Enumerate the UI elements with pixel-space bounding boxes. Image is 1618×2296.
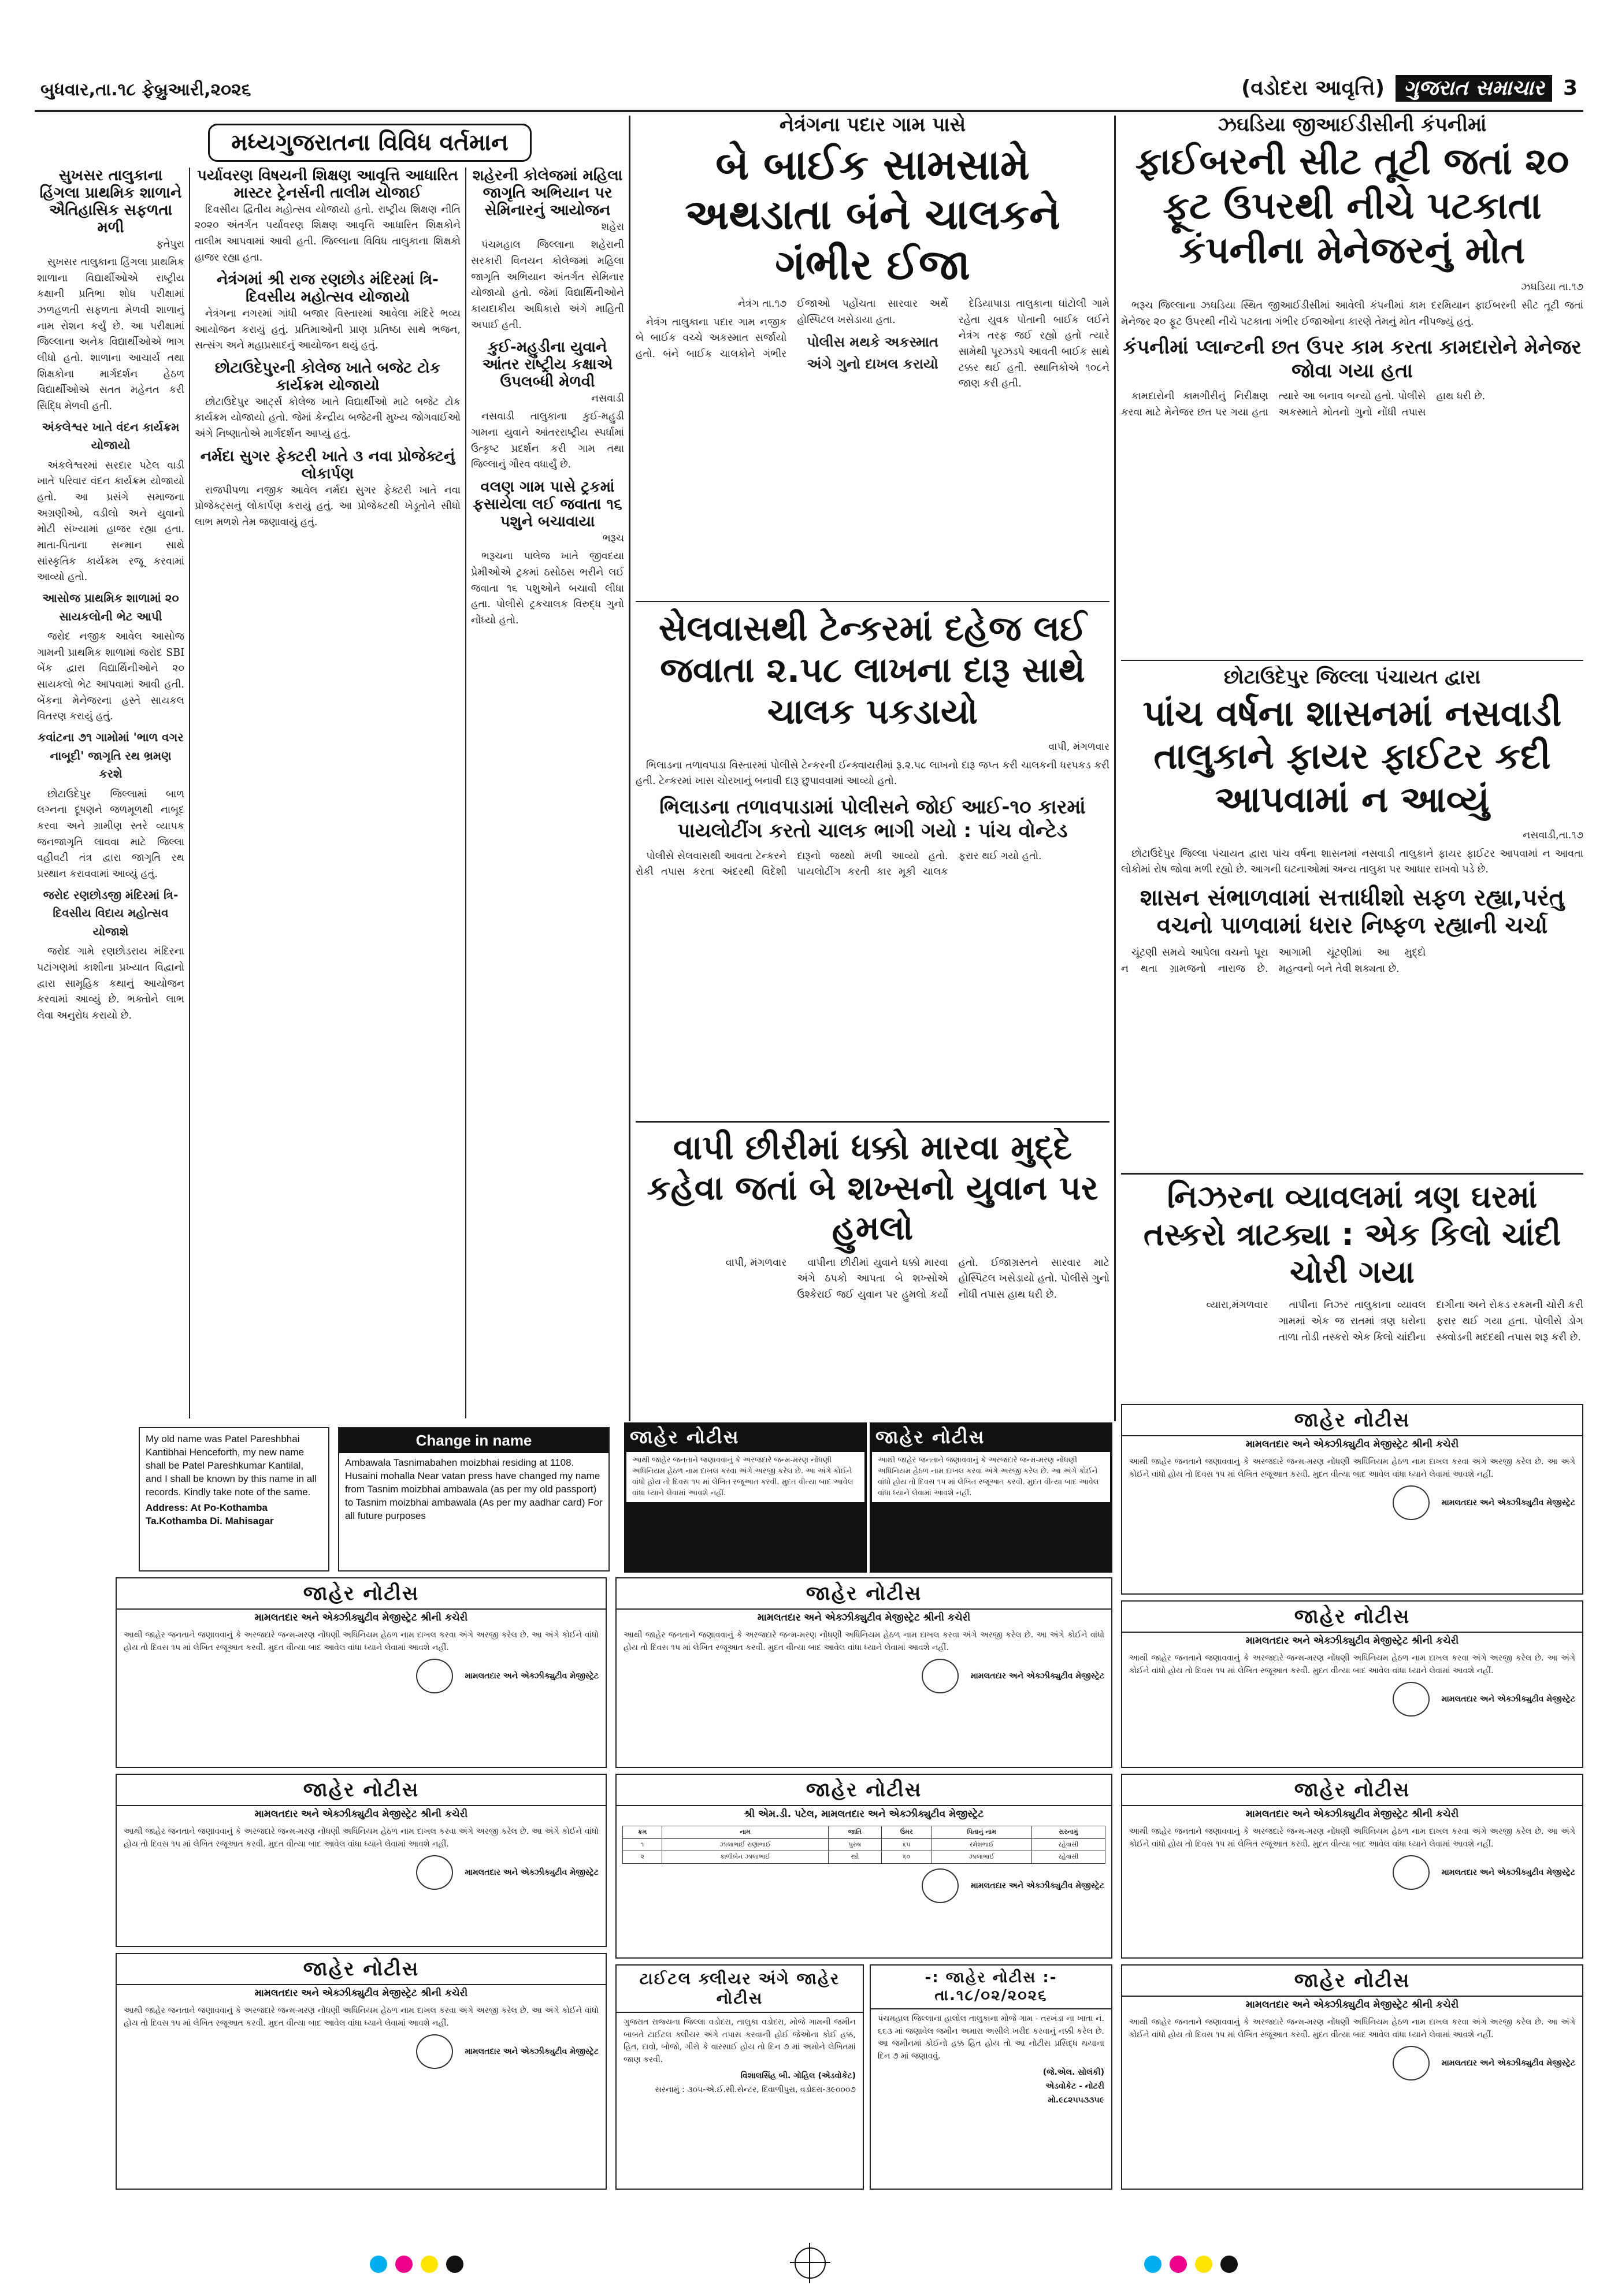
article-theft (1121, 1179, 1583, 1398)
table-header: પિતાનું નામ (932, 1826, 1031, 1839)
name-change-address: Address: At Po-Kothamba Ta.Kothamba Di. Mahisagar (146, 1502, 274, 1526)
public-notice (1121, 1600, 1583, 1768)
notice-title: જાહેર નોટીસ (1122, 1966, 1582, 1997)
land-notice (870, 1964, 1112, 2190)
article-text: કામદારોની કામગીરીનું નિરીક્ષણ કરવા માટે મેનેજર છત પર ગયા હતા ત્યારે આ બનાવ બન્યો હતો. પોલીસે અકસ્માતે મોતનો ગુનો નોંધી તપાસ હાથ ધરી છે. (1121, 390, 1486, 418)
table-cell: ૨ (623, 1851, 662, 1864)
article-headline: સેલવાસથી ટેન્કરમાં દહેજ લઈ જવાતા ૨.૫૮ લાખના દારૂ સાથે ચાલક પકડાયો (658, 608, 1087, 732)
article-headline: વાપી છીરીમાં ધક્કો મારવા મુદ્દે કહેવા જતાં બે શખ્સનો યુવાન પર હુમલો (647, 1128, 1099, 1248)
article-text: નેત્રંગ તાલુકાના પદાર ગામ નજીક બે બાઈક વચ્ચે અકસ્માત સર્જાયો હતો. બંને બાઈક ચાલકોને ગંભીર ઈજાઓ પહોંચતા સારવાર અર્થે હોસ્પિટલ ખસેડાયા હતા. (636, 298, 948, 361)
article-subhead: કંપનીમાં પ્લાન્ટની છત ઉપર કામ કરતા કામદારોને મેનેજર જોવા ગયા હતા (1123, 336, 1582, 383)
article-factory-death (1121, 113, 1583, 656)
notice-court: મામલતદાર અને એક્ઝીક્યુટીવ મેજીસ્ટ્રેટ શ્રીની કચેરી (1245, 1635, 1459, 1647)
masthead-rule (35, 110, 1583, 112)
notice-body: આથી જાહેર જનતાને જણાવવાનું કે અરજદારે જન્મ-મરણ નોંધણી અધિનિયમ હેઠળ નામ દાખલ કરવા અંગે અરજી કરેલ છે. આ અંગે કોઈને વાંધો હોય તો દિવસ ૧૫ માં લેખિત રજૂઆત કરવી. મુદત વીત્યા બાદ આવેલ વાંધા ધ્યાને લેવામાં આવશે નહીં. (1129, 2018, 1575, 2039)
table-cell: ૬૫ (881, 1838, 932, 1851)
article-text: સુખસર તાલુકાના હિંગલા પ્રાથમિક શાળાના વિદ્યાર્થીઓએ રાષ્ટ્રીય કક્ષાની પ્રતિભા શોધ પરીક્ષામાં ઝળહળતી સફળતા મેળવી શાળાનું નામ રોશન કર્યું છે. આ પરીક્ષામાં જિલ્લાના અનેક વિદ્યાર્થીઓએ ભાગ લીધો હતો. શાળાના આચાર્ય તથા શિક્ષકોના માર્ગદર્શન હેઠળ વિદ્યાર્થીઓએ સતત મહેનત કરી સિદ્ધિ મેળવી હતી. (37, 257, 184, 412)
notice-court: મામલતદાર અને એક્ઝીક્યુટીવ મેજીસ્ટ્રેટ શ્રીની કચેરી (1245, 1439, 1459, 1450)
article-text: ભરૂચ જિલ્લાના ઝઘડિયા સ્થિત જીઆઈડીસીમાં આવેલી કંપનીમાં કામ દરમિયાન ફાઈબરની સીટ તૂટી જતાં મેનેજર ૨૦ ફૂટ ઉપરથી નીચે પટકાતા ગંભીર ઈજાઓના કારણે તેમનું મોત નીપજ્યું હતું. (1121, 300, 1583, 328)
table-header: ઉંમર (881, 1826, 932, 1839)
court-seal-icon (416, 1659, 453, 1693)
name-change-notice (139, 1427, 329, 1571)
article-headline: બે બાઈક સામસામે અથડાતા બંને ચાલકને ગંભીર ઈજા (685, 140, 1060, 289)
article-text: રાજપીપળા નજીક આવેલ નર્મદા સુગર ફેક્ટરી ખાતે નવા પ્રોજેક્ટ્સનું લોકાર્પણ કરાયું હતું. આ પ્રોજેક્ટથી ખેડૂતોને સીધો લાભ મળશે તેમ જણાવાયું હતું. (195, 484, 461, 528)
notice-title: ટાઈટલ ક્લીયર અંગે જાહેર નોટીસ (617, 1966, 863, 2013)
public-notice (1121, 1774, 1583, 1959)
color-registration-right (1144, 2256, 1238, 2273)
article-text: ચૂંટણી સમયે આપેલા વચનો પૂરા ન થતા ગ્રામજનો નારાજ છે. આગામી ચૂંટણીમાં આ મુદ્દો મહત્વનો બને તેવી શક્યતા છે. (1121, 947, 1426, 975)
section-title: મધ્યગુજરાતના વિવિધ વર્તમાન (208, 124, 532, 162)
article-text: છોટાઉદેપુર જિલ્લા પંચાયત દ્વારા પાંચ વર્ષના શાસનમાં નસવાડી તાલુકાને ફાયર ફાઈટર આપવામાં ન આવતા લોકોમાં રોષ જોવા મળી રહ્યો છે. આગની ઘટનાઓમાં અન્ય તાલુકા પર આધાર રાખવો પડે છે. (1121, 848, 1583, 876)
court-seal-icon (922, 1868, 959, 1903)
column-rule (629, 116, 630, 1421)
article-text: છોટાઉદેપુર આર્ટ્સ કોલેજ ખાતે વિદ્યાર્થીઓ માટે બજેટ ટોક કાર્યક્રમ યોજાયો હતો. જેમાં કેન્દ્રીય બજેટની મુખ્ય જોગવાઈઓ અંગે નિષ્ણાતોએ માર્ગદર્શન આપ્યું હતું. (195, 396, 461, 440)
article-text: ભિલાડના તળાવપાડા વિસ્તારમાં પોલીસે ટેન્કરની ઈન્ક્વાયરીમાં રૂ.૨.૫૮ લાખનો દારૂ જપ્ત કરી ચાલકની ધરપકડ કરી હતી. ટેન્કરમાં ખાસ ચોરખાનું બનાવી દારૂ છુપાવવામાં આવ્યો હતો. (636, 759, 1109, 787)
notice-date: તા.૧૮/૦૨/૨૦૨૬ (934, 1987, 1048, 2004)
notice-title: જાહેર નોટીસ (875, 1426, 985, 1448)
table-header: જાતિ (829, 1826, 882, 1839)
notice-body: આથી જાહેર જનતાને જણાવવાનું કે અરજદારે જન્મ-મરણ નોંધણી અધિનિયમ હેઠળ નામ દાખલ કરવા અંગે અરજી કરેલ છે. આ અંગે કોઈને વાંધો હોય તો દિવસ ૧૫ માં લેખિત રજૂઆત કરવી. મુદત વીત્યા બાદ આવેલ વાંધા ધ્યાને લેવામાં આવશે નહીં. (124, 1827, 599, 1849)
column-rule (465, 168, 466, 1418)
name-change-title: Change in name (339, 1428, 608, 1453)
public-notice (116, 1953, 607, 2190)
yellow-dot-icon (421, 2256, 438, 2273)
court-seal-icon (416, 1855, 453, 1890)
public-notice (615, 1774, 1112, 1959)
article-text: જરોદ નજીક આવેલ આસોજ ગામની પ્રાથમિક શાળામાં જરોદ SBI બેંક દ્વારા વિદ્યાર્થિનીઓને ૨૦ સાયકલો ભેટ આપવામાં આવી હતી. બેંકના મેનેજરના હસ્તે સાયકલ વિતરણ કરાયું હતું. (37, 631, 184, 723)
court-seal-icon (1393, 1682, 1430, 1717)
article-headline: નેત્રંગમાં શ્રી રાજ રણછોડ મંદિરમાં ત્રિ-દિવસીય મહોત્સવ યોજાયો (217, 271, 439, 306)
black-dot-icon (1220, 2256, 1238, 2273)
article-headline: પાંચ વર્ષના શાસનમાં નસવાડી તાલુકાને ફાયર ફાઈટર કદી આપવામાં ન આવ્યું (1142, 692, 1562, 820)
magenta-dot-icon (395, 2256, 413, 2273)
article-subhead: આસોજ પ્રાથમિક શાળામાં ૨૦ સાયકલોની ભેટ આપી (42, 590, 179, 623)
article-text: દેડિયાપાડા તાલુકાના ઘાંટોલી ગામે રહેતા યુવક પોતાની બાઈક લઈને નેત્રંગ તરફ જઈ રહ્યો હતો ત્યારે સામેથી પૂરઝડપે આવતી બાઈક સાથે ટક્કર થઈ હતી. સ્થાનિકોએ ૧૦૮ને જાણ કરી હતી. (958, 298, 1109, 390)
article-kicker: છોટાઉદેપુર જિલ્લા પંચાયત દ્વારા (1223, 666, 1481, 689)
article-kicker: ઝઘડિયા જીઆઈડીસીની કંપનીમાં (1218, 113, 1487, 136)
dateline: વાપી, મંગળવાર (725, 1257, 787, 1269)
table-cell: રમેશભાઈ (932, 1838, 1031, 1851)
notice-body: આથી જાહેર જનતાને જણાવવાનું કે અરજદારે જન્મ-મરણ નોંધણી અધિનિયમ હેઠળ નામ દાખલ કરવા અંગે અરજી કરેલ છે. આ અંગે કોઈને વાંધો હોય તો દિવસ ૧૫ માં લેખિત રજૂઆત કરવી. મુદત વીત્યા બાદ આવેલ વાંધા ધ્યાને લેવામાં આવશે નહીં. (1129, 1457, 1575, 1479)
dateline: નસવાડી,તા.૧૭ (1523, 830, 1583, 842)
dateline: નેત્રંગ તા.૧૭ (738, 298, 787, 310)
table-header: ક્રમ (623, 1826, 662, 1839)
notice-phone: મો.૯૮૨૫૫૩૩૫૯ (1048, 2095, 1104, 2105)
notice-title: જાહેર નોટીસ (617, 1775, 1111, 1806)
notice-court: મામલતદાર અને એક્ઝીક્યુટીવ મેજીસ્ટ્રેટ શ્રીની કચેરી (254, 1612, 468, 1623)
notice-table (622, 1826, 1105, 1864)
color-registration-left (370, 2256, 463, 2273)
notice-body: આથી જાહેર જનતાને જણાવવાનું કે અરજદારે જન્મ-મરણ નોંધણી અધિનિયમ હેઠળ નામ દાખલ કરવા અંગે અરજી કરેલ છે. આ અંગે કોઈને વાંધો હોય તો દિવસ ૧૫ માં લેખિત રજૂઆત કરવી. મુદત વીત્યા બાદ આવેલ વાંધા ધ્યાને લેવામાં આવશે નહીં. (624, 1630, 1104, 1652)
article-subhead: જરોદ રણછોડજી મંદિરમાં ત્રિ-દિવસીય વિદાય મહોત્સવ યોજાશે (43, 887, 179, 938)
notice-signature: મામલતદાર અને એક્ઝીક્યુટીવ મેજીસ્ટ્રેટ (1441, 1868, 1575, 1878)
notice-signature: મામલતદાર અને એક્ઝીક્યુટીવ મેજીસ્ટ્રેટ (465, 1671, 599, 1681)
court-seal-icon (1393, 1855, 1430, 1890)
court-seal-icon (1393, 2046, 1430, 2080)
table-row (623, 1838, 1105, 1851)
table-cell: પુરુષ (829, 1838, 882, 1851)
notice-title: જાહેર નોટીસ (617, 1578, 1111, 1610)
article-headline: સુખસર તાલુકાના હિંગલા પ્રાથમિક શાળાને ઐતિહાસિક સફળતા મળી (39, 168, 182, 236)
notice-body: આથી જાહેર જનતાને જણાવવાનું કે અરજદારે જન્મ-મરણ નોંધણી અધિનિયમ હેઠળ નામ દાખલ કરવા અંગે અરજી કરેલ છે. આ અંગે કોઈને વાંધો હોય તો દિવસ ૧૫ માં લેખિત રજૂઆત કરવી. મુદત વીત્યા બાદ આવેલ વાંધા ધ્યાને લેવામાં આવશે નહીં. (124, 1630, 599, 1652)
article-text: તાપીના નિઝર તાલુકાના વ્યાવલ ગામમાં એક જ રાતમાં ત્રણ ઘરોના તાળા તોડી તસ્કરો એક કિલો ચાંદીના દાગીના અને રોકડ રકમની ચોરી કરી ફરાર થઈ ગયા હતા. પોલીસે ડોગ સ્ક્વોડની મદદથી તપાસ શરૂ કરી છે. (1278, 1299, 1583, 1343)
table-cell: ૧ (623, 1838, 662, 1851)
left-column-1 (37, 168, 184, 1418)
notice-body: આથી જાહેર જનતાને જણાવવાનું કે અરજદારે જન્મ-મરણ નોંધણી અધિનિયમ હેઠળ નામ દાખલ કરવા અંગે અરજી કરેલ છે. આ અંગે કોઈને વાંધો હોય તો દિવસ ૧૫ માં લેખિત રજૂઆત કરવી. મુદત વીત્યા બાદ આવેલ વાંધા ધ્યાને લેવામાં આવશે નહીં. (626, 1452, 864, 1502)
name-change-notice (338, 1427, 610, 1571)
black-dot-icon (446, 2256, 463, 2273)
public-notice (1121, 1404, 1583, 1595)
court-seal-icon (922, 1659, 959, 1693)
court-seal-icon (416, 2034, 453, 2069)
article-headline: વલણ ગામ પાસે ટ્રકમાં ફસાયેલા લઈ જવાતા ૧૬ પશુને બચાવાયા (473, 478, 622, 530)
article-text: જરોદ ગામે રણછોડરાય મંદિરના પટાંગણમાં કાશીના પ્રખ્યાત વિદ્વાનો દ્વારા સામૂહિક કથાનું આયોજન કરવામાં આવ્યું છે. ભક્તોને લાભ લેવા અનુરોધ કરાયો છે. (37, 946, 184, 1021)
notice-title: જાહેર નોટીસ (117, 1578, 606, 1610)
notice-signature: મામલતદાર અને એક્ઝીક્યુટીવ મેજીસ્ટ્રેટ (465, 2047, 599, 2057)
article-assault (636, 1128, 1109, 1417)
page-date: બુધવાર,તા.૧૮ ફેબ્રુઆરી,૨૦૨૬ (40, 80, 251, 100)
notice-court: મામલતદાર અને એક્ઝીક્યુટીવ મેજીસ્ટ્રેટ શ્રીની કચેરી (254, 1808, 468, 1820)
notice-signature: મામલતદાર અને એક્ઝીક્યુટીવ મેજીસ્ટ્રેટ (970, 1671, 1104, 1681)
article-headline: છોટાઉદેપુરની કોલેજ ખાતે બજેટ ટોક કાર્યક્રમ યોજાયો (214, 359, 441, 394)
notice-title: જાહેર નોટીસ (1122, 1775, 1582, 1806)
article-fire-fighter (1121, 666, 1583, 1168)
left-column-3 (471, 168, 624, 1418)
dateline: ફતેપુરા (156, 238, 184, 250)
table-cell: સ્ત્રી (829, 1851, 882, 1864)
notice-signature: મામલતદાર અને એક્ઝીક્યુટીવ મેજીસ્ટ્રેટ (1441, 1498, 1575, 1508)
column-rule (189, 168, 190, 1418)
section-rule (1121, 660, 1583, 661)
dateline: ઝઘડિયા તા.૧૭ (1520, 281, 1583, 293)
notice-body: પંચમહાલ જિલ્લાના હાલોલ તાલુકાના મોજે ગામ - તરખંડા ના ખાતા નં. ૬૬૩ માં જણાવેલ જમીન અમારા અસીલે ખરીદ કરવાનું નક્કી કરેલ છે. આ જમીનમાં કોઈનો હક્ક હિત હોય તો આ નોટીસ પ્રસિદ્ધ થયાના દિન ૭ માં જણાવવું. (878, 2014, 1104, 2061)
column-rule (1114, 116, 1116, 1421)
public-notice (615, 1577, 1112, 1768)
notice-court: મામલતદાર અને એક્ઝીક્યુટીવ મેજીસ્ટ્રેટ શ્રીની કચેરી (254, 1987, 468, 1999)
cyan-dot-icon (1144, 2256, 1161, 2273)
notice-title: જાહેર નોટીસ (117, 1775, 606, 1806)
table-cell: ૬૦ (881, 1851, 932, 1864)
masthead (1241, 75, 1578, 102)
article-liquor-seizure (636, 608, 1109, 1116)
dateline: નસવાડી (591, 392, 624, 404)
notice-signature: મામલતદાર અને એક્ઝીક્યુટીવ મેજીસ્ટ્રેટ (970, 1881, 1104, 1890)
dateline: વાપી, મંગળવાર (1048, 741, 1109, 753)
table-row (623, 1851, 1105, 1864)
article-headline: નર્મદા સુગર ફેક્ટરી ખાતે ૩ નવા પ્રોજેક્ટનું લોકાર્પણ (200, 447, 455, 482)
article-subhead: શાસન સંભાળવામાં સત્તાધીશો સફળ રહ્યા,પરંતુ વચનો પાળવામાં ધરાર નિષ્ફળ રહ્યાની ચર્ચા (1140, 885, 1565, 939)
article-text: નેત્રંગના નગરમાં ગાંધી બજાર વિસ્તારમાં આવેલા મંદિરે ભવ્ય આયોજન કરાયું હતું. પ્રતિમાઓની પ્રાણ પ્રતિષ્ઠા સાથે ભજન, સત્સંગ અને મહાપ્રસાદનું આયોજન થયું હતું. (195, 308, 461, 352)
dateline: વ્યારા,મંગળવાર (1206, 1299, 1268, 1312)
article-headline: પર્યાવરણ વિષયની શિક્ષણ આવૃત્તિ આધારિત માસ્ટર ટ્રેનર્સની તાલીમ યોજાઈ (197, 168, 458, 202)
notice-court: મામલતદાર અને એક્ઝીક્યુટીવ મેજીસ્ટ્રેટ શ્રીની કચેરી (1245, 1999, 1459, 2011)
section-rule (636, 601, 1109, 602)
dateline: ભરૂચ (602, 532, 624, 544)
dateline: શહેરા (601, 221, 624, 233)
notice-signature-title: એડવોકેટ - નોટરી (1045, 2081, 1104, 2091)
notice-body: આથી જાહેર જનતાને જણાવવાનું કે અરજદારે જન્મ-મરણ નોંધણી અધિનિયમ હેઠળ નામ દાખલ કરવા અંગે અરજી કરેલ છે. આ અંગે કોઈને વાંધો હોય તો દિવસ ૧૫ માં લેખિત રજૂઆત કરવી. મુદત વીત્યા બાદ આવેલ વાંધા ધ્યાને લેવામાં આવશે નહીં. (872, 1452, 1110, 1502)
notice-signature: (જે.એલ. સોલંકી) (1042, 2067, 1104, 2077)
newspaper-logo: ગુજરાત સમાચાર (1396, 75, 1553, 102)
public-notice (116, 1774, 607, 1947)
article-text: પોલીસે સેલવાસથી આવતા ટેન્કરને રોકી તપાસ કરતા અંદરથી વિદેશી દારૂનો જથ્થો મળી આવ્યો હતો. પાયલોટીંગ કરતી કાર મૂકી ચાલક ફરાર થઈ ગયો હતો. (636, 850, 1042, 878)
name-change-text: My old name was Patel Pareshbhai Kantibhai Henceforth, my new name shall be Patel Pareshkumar Kantilal, and I shall be known by this name in all records. Kindly take note of the same. (146, 1433, 317, 1498)
table-header: સરનામું (1031, 1826, 1105, 1839)
article-text: નસવાડી તાલુકાના કુઈ-મહુડી ગામના યુવાને આંતરરાષ્ટ્રીય સ્પર્ધામાં ઉત્કૃષ્ટ પ્રદર્શન કરી ગામ તથા જિલ્લાનું ગૌરવ વધાર્યું છે. (471, 411, 624, 471)
public-notice (1121, 1964, 1583, 2190)
notice-court: મામલતદાર અને એક્ઝીક્યુટીવ મેજીસ્ટ્રેટ શ્રીની કચેરી (757, 1612, 971, 1623)
page-number: 3 (1563, 76, 1578, 100)
article-text: છોટાઉદેપુર જિલ્લામાં બાળ લગ્નના દૂષણને જળમૂળથી નાબૂદ કરવા અને ગ્રામીણ સ્તરે વ્યાપક જનજાગૃતિ લાવવા માટે જિલ્લા વહીવટી તંત્ર દ્વારા જાગૃતિ રથ પ્રસ્થાન કરાવવામાં આવ્યું હતું. (37, 788, 184, 880)
notice-title: જાહેર નોટીસ (630, 1426, 740, 1448)
section-rule (636, 1121, 1109, 1123)
article-headline: ફાઈબરની સીટ તૂટી જતાં ૨૦ ફૂટ ઉપરથી નીચે પટકાતા કંપનીના મેનેજરનું મોત (1135, 140, 1569, 272)
public-notice-dark (870, 1422, 1112, 1573)
registration-mark-icon (795, 2247, 826, 2279)
table-cell: ઝાલાભાઈ (932, 1851, 1031, 1864)
notice-title: જાહેર નોટીસ (1122, 1602, 1582, 1633)
article-headline: કુઈ-મહુડીના યુવાને આંતર રાષ્ટ્રીય કક્ષાએ ઉપલબ્ધી મેળવી (482, 339, 613, 391)
cyan-dot-icon (370, 2256, 387, 2273)
public-notice (116, 1577, 607, 1768)
table-cell: કાળીબેન ઝાલાભાઈ (662, 1851, 829, 1864)
article-subhead: પોલીસ મથકે અકસ્માત અંગે ગુનો દાખલ કરાયો (807, 334, 938, 373)
article-text: વાપીના છીરીમાં યુવાને ધક્કો મારવા અંગે ઠપકો આપતા બે શખ્સોએ ઉશ્કેરાઈ જઈ યુવાન પર હુમલો કર્યો હતો. ઈજાગ્રસ્તને સારવાર માટે હોસ્પિટલ ખસેડાયો હતો. પોલીસે ગુનો નોંધી તપાસ હાથ ધરી છે. (797, 1257, 1109, 1301)
notice-body: આથી જાહેર જનતાને જણાવવાનું કે અરજદારે જન્મ-મરણ નોંધણી અધિનિયમ હેઠળ નામ દાખલ કરવા અંગે અરજી કરેલ છે. આ અંગે કોઈને વાંધો હોય તો દિવસ ૧૫ માં લેખિત રજૂઆત કરવી. મુદત વીત્યા બાદ આવેલ વાંધા ધ્યાને લેવામાં આવશે નહીં. (1129, 1827, 1575, 1849)
notice-court: શ્રી એમ.ડી. પટેલ, મામલતદાર અને એક્ઝીક્યુટીવ મેજીસ્ટ્રેટ (744, 1808, 984, 1820)
yellow-dot-icon (1195, 2256, 1212, 2273)
article-headline: શહેરની કોલેજમાં મહિલા જાગૃતિ અભિયાન પર સેમિનારનું આયોજન (472, 168, 623, 219)
notice-body: ગુજરાત રાજ્યના જિલ્લા વડોદરા, તાલુકા વડોદરા, મોજે ગામની જમીન બાબતે ટાઈટલ ક્લીયર અંગે તપાસ કરવાની હોઈ જેઓના કોઈ હક્ક, હિત, દાવો, બોજો, ગીરો કે વારસાઈ હોય તો દિન ૭ માં અમોને લેખિતમાં જાણ કરવી. (624, 2018, 856, 2065)
name-change-text: Ambawala Tasnimabahen moizbhai residing at 1108. Husaini mohalla Near vatan press have changed my name from Tasnim moizbhai ambawala (as per my old passport) to Tasnim moizbhai ambawala (As per my aadhar card) For all future purposes (345, 1457, 603, 1521)
notice-signature: મામલતદાર અને એક્ઝીક્યુટીવ મેજીસ્ટ્રેટ (1441, 2059, 1575, 2068)
article-subhead: ભિલાડના તળાવપાડામાં પોલીસને જોઈ આઈ-૧૦ કારમાં પાયલોટીંગ કરતો ચાલક ભાગી ગયો : પાંચ વોન્ટેડ (659, 795, 1086, 842)
section-rule (1121, 1173, 1583, 1175)
notice-signature: વિશાલસિંહ બી. ગોહિલ (એડવોકેટ) (740, 2071, 856, 2080)
article-subhead: કવાંટના ૭૧ ગામોમાં 'ભાળ વગર નાબૂદી' જાગૃતિ રથ ભ્રમણ કરશે (38, 730, 184, 781)
article-headline: નિઝરના વ્યાવલમાં ત્રણ ઘરમાં તસ્કરો ત્રાટક્યા : એક કિલો ચાંદી ચોરી ગયા (1143, 1179, 1561, 1290)
table-header: નામ (662, 1826, 829, 1839)
article-text: અંકલેશ્વરમાં સરદાર પટેલ વાડી ખાતે પરિવાર વંદન કાર્યક્રમ યોજાયો હતો. આ પ્રસંગે સમાજના અગ્રણીઓ, વડીલો અને યુવાનો મોટી સંખ્યામાં હાજર રહ્યા હતા. માતા-પિતાના સન્માન સાથે સાંસ્કૃતિક કાર્યક્રમ રજૂ કરવામાં આવ્યો હતો. (37, 459, 184, 584)
article-bike-accident (636, 113, 1109, 599)
public-notice-dark (624, 1422, 867, 1573)
magenta-dot-icon (1170, 2256, 1187, 2273)
article-subhead: અંકલેશ્વર ખાતે વંદન કાર્યક્રમ યોજાયો (42, 419, 180, 452)
left-column-2 (195, 168, 461, 1418)
article-text: ભરૂચના પાલેજ ખાતે જીવદયા પ્રેમીઓએ ટ્રકમાં ઠસોઠસ ભરીને લઈ જવાતા ૧૬ પશુઓને બચાવી લીધા હતા. પોલીસે ટ્રકચાલક વિરુદ્ધ ગુનો નોંધ્યો હતો. (471, 551, 624, 626)
notice-court: મામલતદાર અને એક્ઝીક્યુટીવ મેજીસ્ટ્રેટ શ્રીની કચેરી (1245, 1808, 1459, 1820)
notice-signature: મામલતદાર અને એક્ઝીક્યુટીવ મેજીસ્ટ્રેટ (1441, 1695, 1575, 1704)
title-clear-notice (615, 1964, 864, 2190)
table-cell: રહેવાસી (1031, 1838, 1105, 1851)
article-text: દિવસીય દ્વિતીય મહોત્સવ યોજાયો હતો. રાષ્ટ્રીય શિક્ષણ નીતિ ૨૦૨૦ અંતર્ગત પર્યાવરણ શિક્ષણ આવૃત્તિ આધારિત શિક્ષકોને તાલીમ આપવામાં આવી હતી. જિલ્લાના વિવિધ તાલુકાના શિક્ષકો હાજર રહ્યા હતા. (195, 203, 461, 263)
notice-address: સરનામું : ૩૦૫-એ.ઈ.સી.સેન્ટર, દિવાળીપુરા, વડોદરા-૩૯૦૦૦૭ (655, 2085, 856, 2094)
notice-body: આથી જાહેર જનતાને જણાવવાનું કે અરજદારે જન્મ-મરણ નોંધણી અધિનિયમ હેઠળ નામ દાખલ કરવા અંગે અરજી કરેલ છે. આ અંગે કોઈને વાંધો હોય તો દિવસ ૧૫ માં લેખિત રજૂઆત કરવી. મુદત વીત્યા બાદ આવેલ વાંધા ધ્યાને લેવામાં આવશે નહીં. (124, 2006, 599, 2028)
edition-label: (વડોદરા આવૃત્તિ) (1241, 76, 1385, 100)
notice-title: -: જાહેર નોટીસ :- (925, 1969, 1057, 1986)
article-kicker: નેત્રંગના પદાર ગામ પાસે (779, 113, 966, 136)
notice-title: જાહેર નોટીસ (1122, 1405, 1582, 1436)
table-cell: રહેવાસી (1031, 1851, 1105, 1864)
table-cell: ઝાલાભાઈ રાણાભાઈ (662, 1838, 829, 1851)
notice-body: આથી જાહેર જનતાને જણાવવાનું કે અરજદારે જન્મ-મરણ નોંધણી અધિનિયમ હેઠળ નામ દાખલ કરવા અંગે અરજી કરેલ છે. આ અંગે કોઈને વાંધો હોય તો દિવસ ૧૫ માં લેખિત રજૂઆત કરવી. મુદત વીત્યા બાદ આવેલ વાંધા ધ્યાને લેવામાં આવશે નહીં. (1129, 1654, 1575, 1675)
notice-signature: મામલતદાર અને એક્ઝીક્યુટીવ મેજીસ્ટ્રેટ (465, 1868, 599, 1878)
notice-title: જાહેર નોટીસ (117, 1954, 606, 1985)
court-seal-icon (1393, 1485, 1430, 1520)
article-text: પંચમહાલ જિલ્લાના શહેરાની સરકારી વિનયન કોલેજમાં મહિલા જાગૃતિ અભિયાન અંતર્ગત સેમિનાર યોજાયો હતો. જેમાં વિદ્યાર્થિનીઓને કાયદાકીય અધિકારો અંગે માહિતી અપાઈ હતી. (471, 239, 624, 331)
